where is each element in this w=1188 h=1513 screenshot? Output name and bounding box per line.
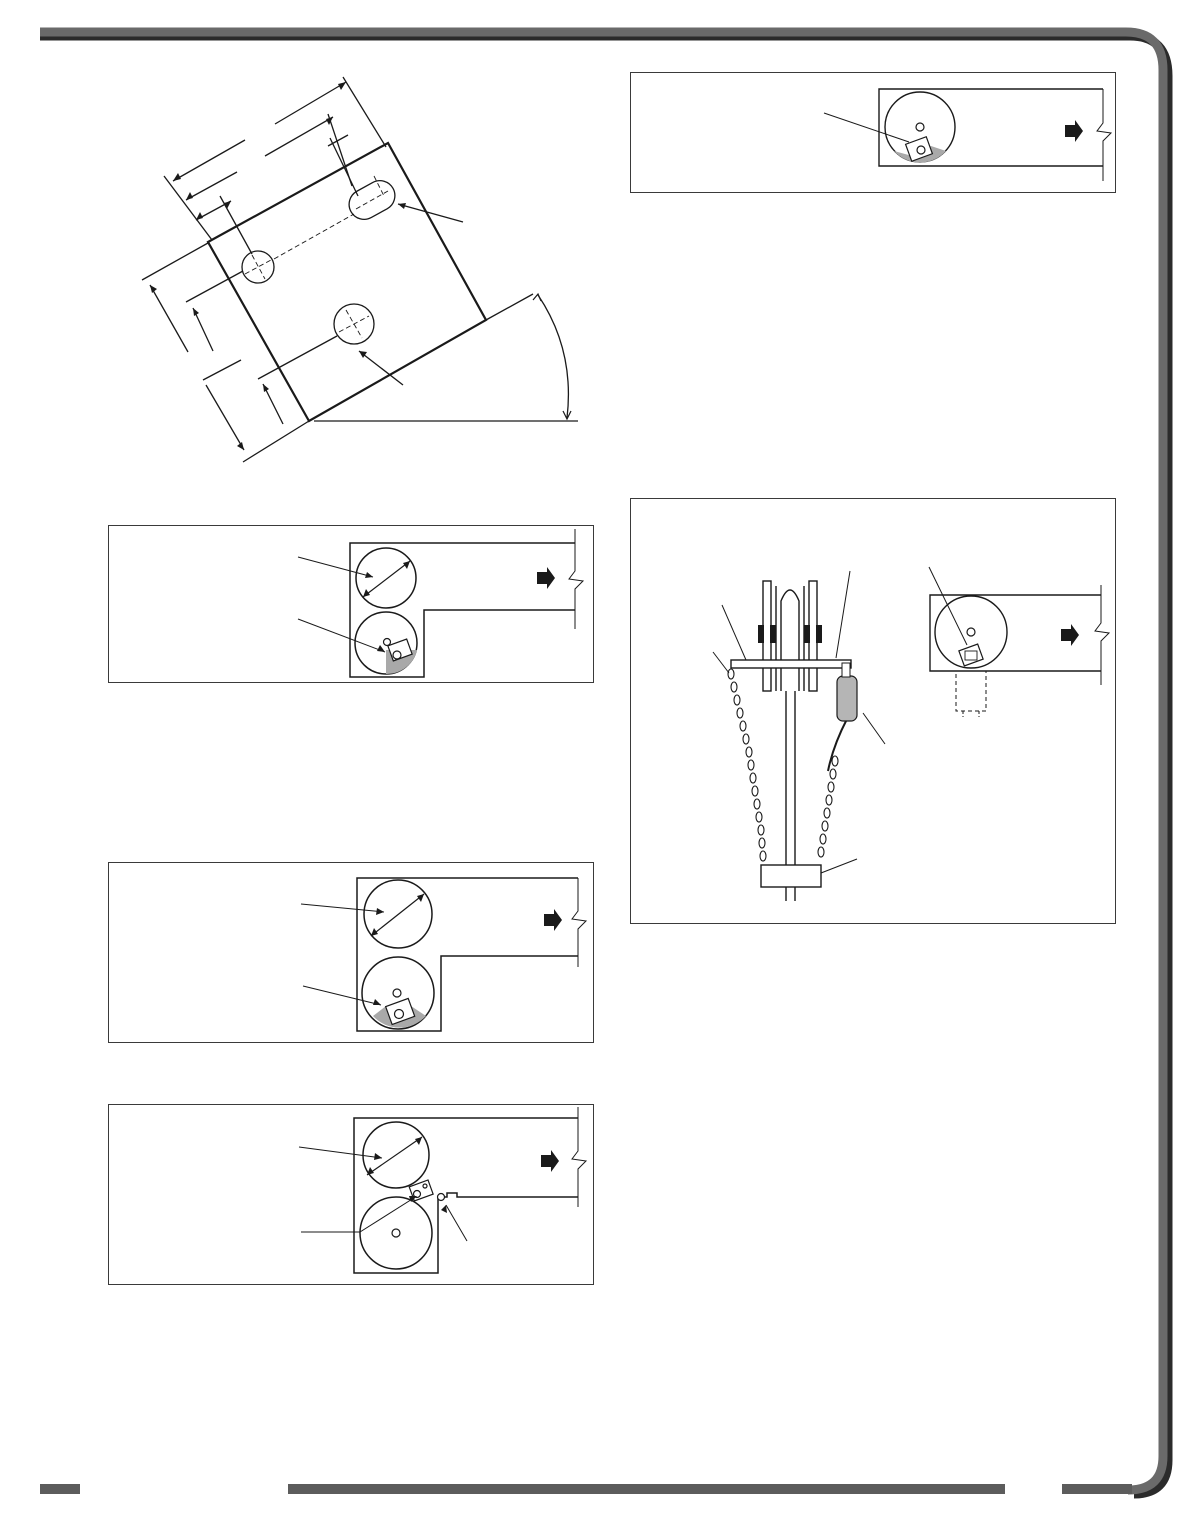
direction-arrow — [1065, 120, 1083, 142]
bracket-plate-figure — [0, 40, 600, 520]
chain-left — [728, 669, 766, 861]
chain-right — [818, 756, 838, 857]
hydraulic-cylinder — [837, 676, 857, 721]
direction-arrow — [544, 909, 562, 931]
sheave-groove — [781, 590, 799, 691]
leader — [824, 113, 909, 142]
leader-cylinder — [863, 713, 885, 744]
plate-outline — [208, 143, 486, 421]
leader-sheave-left — [722, 605, 746, 660]
dim-top-2 — [186, 172, 237, 200]
diameter-arrow — [363, 561, 410, 597]
dim-top-2b — [265, 117, 333, 156]
right-sheave-plate — [809, 581, 817, 691]
dim-top-1 — [173, 140, 245, 181]
roller-detail-1 — [108, 525, 594, 683]
dim-left-1b — [206, 385, 244, 450]
axle — [731, 660, 851, 668]
direction-arrow — [541, 1150, 559, 1172]
leader-lower — [303, 986, 381, 1005]
sheave-assembly — [630, 498, 1116, 924]
hole-upper-left — [242, 251, 274, 283]
roller-detail-2 — [108, 862, 594, 1043]
leader-sheave-right — [836, 571, 850, 658]
diameter-arrow — [371, 894, 424, 936]
leader-lower — [298, 619, 385, 652]
leader-upper — [299, 1147, 382, 1158]
left-sheave-plate — [763, 581, 771, 691]
dashed-support — [956, 671, 986, 711]
leader-pin — [446, 1205, 467, 1241]
leader-block — [821, 859, 857, 873]
direction-arrow — [537, 567, 555, 589]
leader-upper — [301, 904, 384, 912]
angle-arc — [538, 295, 568, 418]
direction-arrow — [1061, 624, 1079, 646]
center-line — [274, 214, 354, 259]
stop-pin — [438, 1194, 445, 1201]
leader-chain — [713, 652, 729, 673]
roller-detail-top-right — [630, 72, 1116, 193]
dim-left-1 — [150, 285, 188, 352]
dim-top-1b — [275, 82, 346, 124]
anchor-block — [761, 865, 821, 887]
roller-detail-3 — [108, 1104, 594, 1285]
